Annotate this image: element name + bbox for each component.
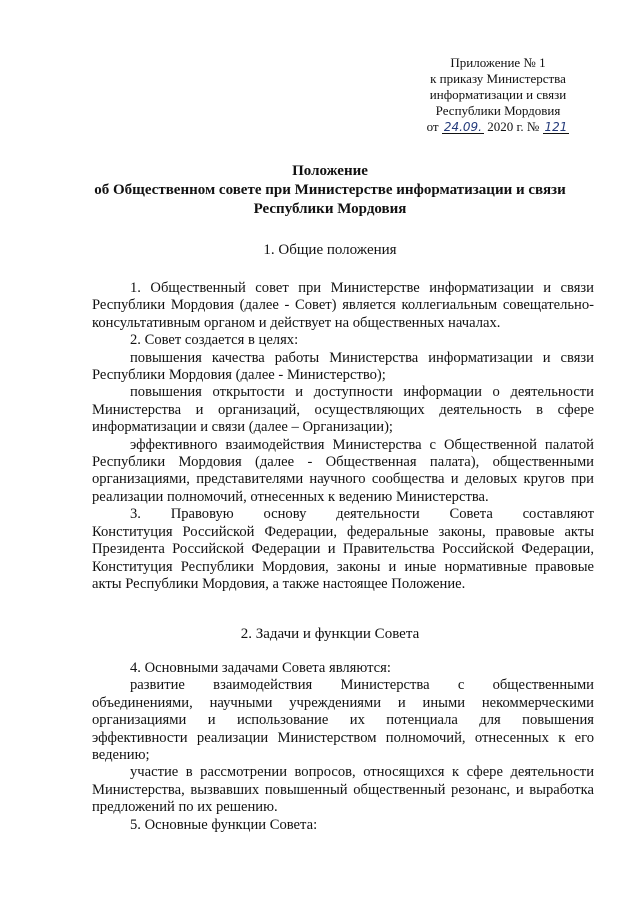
appendix-line: к приказу Министерства [430,71,566,86]
handwritten-date: 24.09. [443,120,482,134]
paragraph [92,350,594,385]
appendix-block [410,55,586,135]
paragraph [92,660,594,677]
paragraph [92,384,594,436]
paragraph [92,506,594,593]
text-line: Конституция Республики Мордовия, законы и иные нормативные правовые [92,558,594,575]
text-line: информатизации и связи (далее – Организации); [92,419,393,436]
date-year: 2020 г. № [487,119,540,134]
section-heading: 2. Задачи и функции Совета [240,626,420,642]
text-line: 4. Основными задачами Совета являются: [130,660,391,676]
text-line: повышения открытости и доступности информации о деятельности [130,384,594,401]
section-body [92,660,594,834]
text-line: консультативным органом и действует на общественных началах. [92,314,501,331]
paragraph [92,332,594,349]
date-prefix: от [426,119,439,134]
text-line: Конституция Российской Федерации, федеральные законы, правовые акты [92,523,594,540]
text-line: организациями и использование их потенциала для повышения [92,712,594,729]
text-line: Министерства и организаций, осуществляющих деятельность в сфере [92,401,594,418]
paragraph [92,764,594,816]
document-title [40,162,620,219]
text-line: 5. Основные функции Совета: [130,816,318,833]
paragraph [92,437,594,507]
text-line: повышения качества работы Министерства информатизации и связи [130,349,594,366]
text-line: развитие взаимодействия Министерства с общественными [130,677,594,694]
appendix-line: Приложение № 1 [450,55,546,70]
text-line: акты Республики Мордовия, а также настоящее Положение. [92,575,466,592]
paragraph [92,677,594,764]
appendix-date-line [410,119,586,135]
text-line: 2. Совет создается в целях: [130,332,299,349]
section-heading: 1. Общие положения [263,242,397,258]
appendix-line: информатизации и связи [429,87,567,102]
text-line: организациями, представителями научного сообщества и деловых кругов при [92,471,594,488]
text-line: Президента Российской Федерации и Правительства Российской Федерации, [92,541,594,558]
title-line: Положение [292,163,368,179]
text-line: Министерства, вызвавших повышенный общественный резонанс, и выработка [92,781,594,798]
section-body [92,280,594,593]
text-line: 3. Правовую основу деятельности Совета составляют [130,506,594,523]
paragraph [92,280,594,332]
text-line: предложений по их решению. [92,799,278,816]
title-line: Республики Мордовия [253,201,407,217]
text-line: эффективного взаимодействия Министерства с Общественной палатой [130,436,594,453]
text-line: Республики Мордовия (далее - Общественная палата), общественными [92,454,594,471]
text-line: эффективности реализации Министерством полномочий, отнесенных к его [92,729,594,746]
text-line: участие в рассмотрении вопросов, относящихся к сфере деятельности [130,764,594,781]
text-line: объединениями, научными учреждениями и иными некоммерческими [92,694,594,711]
text-line: Республики Мордовия (далее - Министерство); [92,367,386,384]
paragraph [92,817,594,834]
title-line: об Общественном совете при Министерстве информатизации и связи [94,182,566,198]
text-line: 1. Общественный совет при Министерстве информатизации и связи [130,280,594,296]
appendix-line: Республики Мордовия [435,103,561,118]
text-line: реализации полномочий, отнесенных к ведению Министерства. [92,488,489,505]
text-line: Республики Мордовия (далее - Совет) является коллегиальным совещательно- [92,297,594,314]
text-line: ведению; [92,747,150,764]
handwritten-number: 121 [544,120,568,134]
